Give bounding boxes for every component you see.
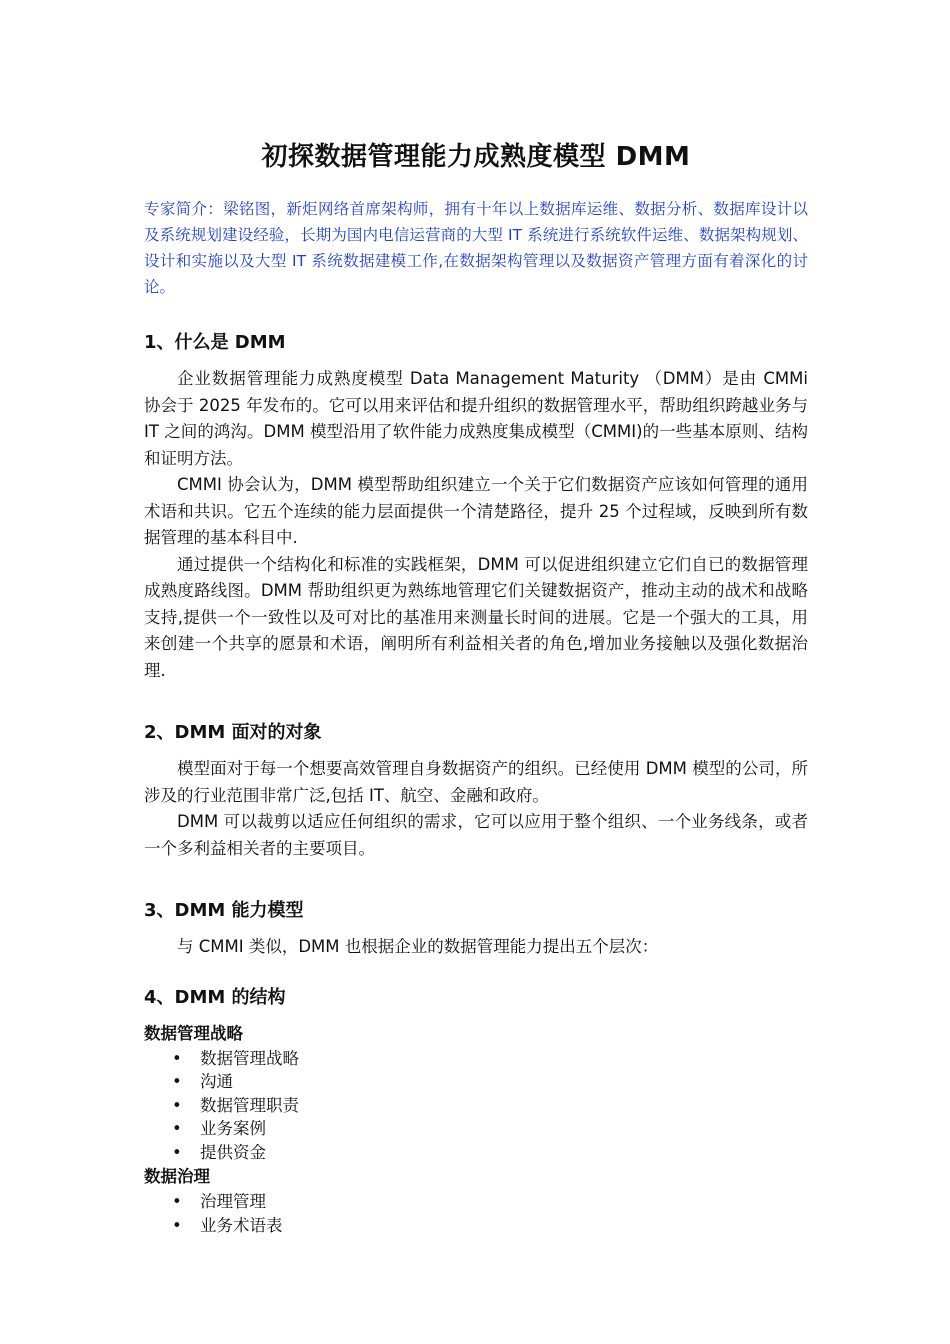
list-item: • 数据管理职责	[172, 1094, 808, 1118]
subheading-data-management-strategy: 数据管理战略	[144, 1023, 243, 1043]
bullet-icon: •	[172, 1048, 182, 1068]
list-item: • 业务术语表	[172, 1214, 808, 1238]
bullet-icon: •	[172, 1192, 182, 1211]
list-item: • 提供资金	[172, 1141, 808, 1165]
section-heading-what-is-dmm: 1、什么是 DMM	[144, 332, 286, 353]
section-heading-audience: 2、DMM 面对的对象	[144, 722, 322, 743]
bullet-icon: •	[172, 1119, 182, 1138]
bullet-icon: •	[172, 1142, 182, 1162]
section-heading-structure: 4、DMM 的结构	[144, 986, 286, 1008]
list-item: • 治理管理	[172, 1190, 808, 1214]
bullet-icon: •	[172, 1072, 182, 1091]
list-item: • 业务案例	[172, 1117, 808, 1141]
subheading-data-governance: 数据治理	[144, 1167, 210, 1186]
list-item: • 沟通	[172, 1070, 808, 1094]
document-title: 初探数据管理能力成熟度模型 DMM	[261, 142, 691, 172]
bullet-icon: •	[172, 1215, 182, 1235]
document-page	[144, 138, 808, 1237]
paragraph: 通过提供一个结构化和标准的实践框架，DMM 可以促进组织建立它们自已的数据管理成熟度路线图。DMM 帮助组织更为熟练地管理它们关键数据资产，推动主动的战术和战略支持,提供一个一致性以及可对比的基准用来测量长时间的进展。它是一个强大的工具，用来创建一个共享的愿景和术语，阐明所有利益相关者的角色,增加业务接触以及强化数据治理.	[144, 554, 808, 680]
paragraph: 模型面对于每一个想要高效管理自身数据资产的组织。已经使用 DMM 模型的公司，所涉及的行业范围非常广泛,包括 IT、航空、金融和政府。	[144, 759, 808, 805]
bullet-list	[144, 1190, 808, 1237]
bullet-icon: •	[172, 1095, 182, 1115]
paragraph: 与 CMMI 类似，DMM 也根据企业的数据管理能力提出五个层次：	[177, 937, 659, 956]
expert-intro: 专家简介：梁铭图，新炬网络首席架构师，拥有十年以上数据库运维、数据分析、数据库设计以及系统规划建设经验，长期为国内电信运营商的大型 IT 系统进行系统软件运维、数据架构规划、设计和实施以及大型 IT 系统数据建模工作,在数据架构管理以及数据资产管理方面有着深化的讨论。	[144, 200, 808, 296]
paragraph: DMM 可以裁剪以适应任何组织的需求，它可以应用于整个组织、一个业务线条，或者一个多利益相关者的主要项目。	[144, 812, 808, 858]
section-heading-capability-model: 3、DMM 能力模型	[144, 900, 304, 921]
paragraph: CMMI 协会认为，DMM 模型帮助组织建立一个关于它们数据资产应该如何管理的通用术语和共识。它五个连续的能力层面提供一个清楚路径，提升 25 个过程域，反映到所有数据管理的基本科目中.	[144, 475, 808, 547]
paragraph: 企业数据管理能力成熟度模型 Data Management Maturity （DMM）是由 CMMi 协会于 2025 年发布的。它可以用来评估和提升组织的数据管理水平，帮助组织跨越业务与 IT 之间的鸿沟。DMM 模型沿用了软件能力成熟度集成模型（CMMI)的一些基本原则、结构和证明方法。	[144, 369, 808, 468]
bullet-list	[144, 1047, 808, 1165]
list-item: • 数据管理战略	[172, 1047, 808, 1071]
